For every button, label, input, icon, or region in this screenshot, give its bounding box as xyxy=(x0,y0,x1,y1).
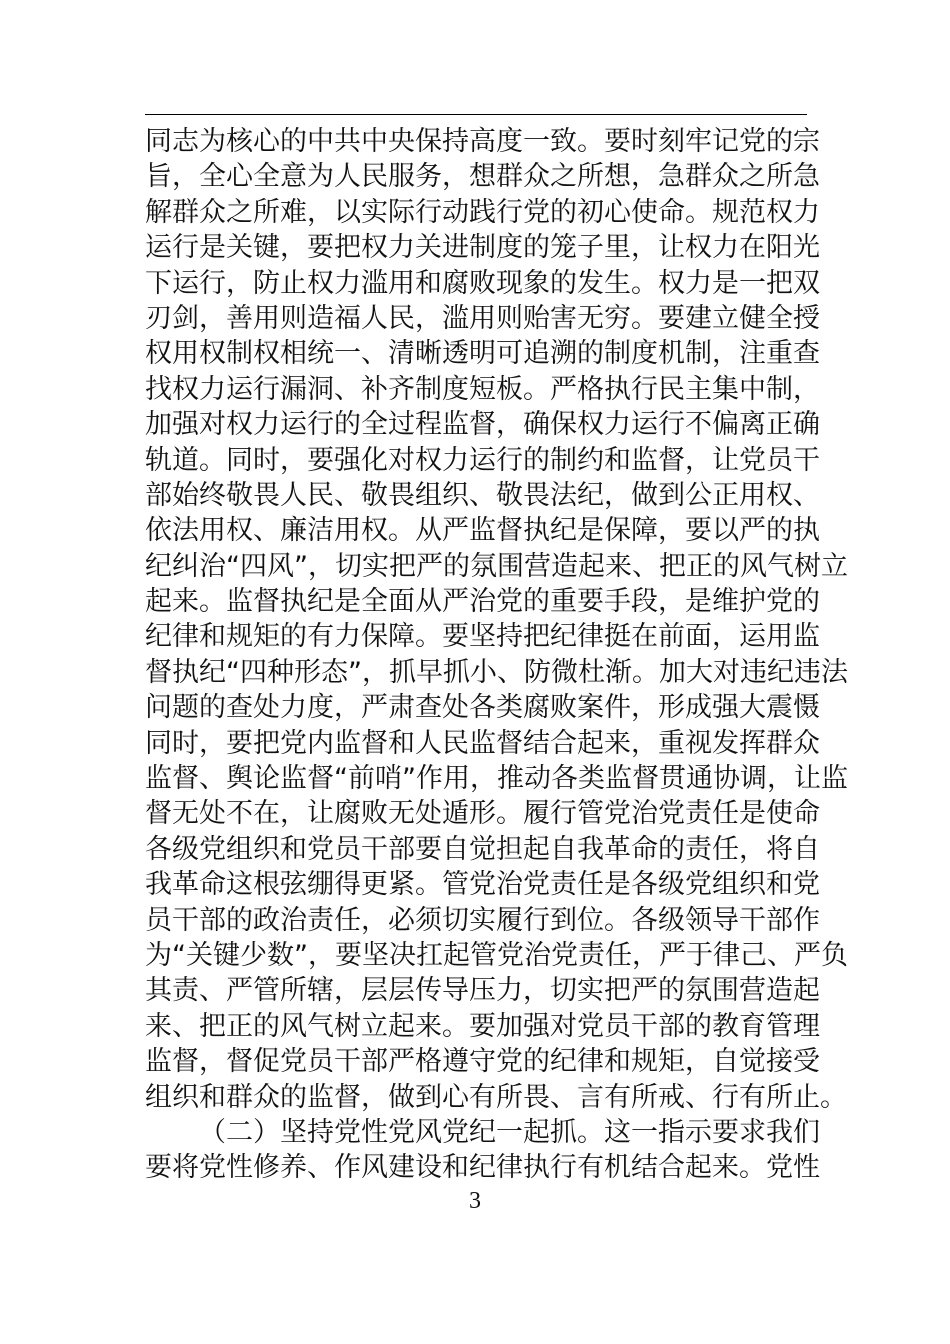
paragraph-2 xyxy=(145,1115,820,1186)
text-line: 轨道。同时，要强化对权力运行的制约和监督，让党员干 xyxy=(145,444,820,476)
text-line: 刃剑，善用则造福人民，滥用则贻害无穷。要建立健全授 xyxy=(145,302,820,334)
text-line: 问题的查处力度，严肃查处各类腐败案件，形成强大震慑 xyxy=(145,692,820,724)
text-line: 各级党组织和党员干部要自觉担起自我革命的责任，将自 xyxy=(145,833,820,865)
text-line: 下运行，防止权力滥用和腐败现象的发生。权力是一把双 xyxy=(145,267,820,299)
text-line: 其责、严管所辖，层层传导压力，切实把严的氛围营造起 xyxy=(145,975,820,1007)
text-line: 部始终敬畏人民、敬畏组织、敬畏法纪，做到公正用权、 xyxy=(145,479,820,511)
text-line: 来、把正的风气树立起来。要加强对党员干部的教育管理 xyxy=(145,1010,820,1042)
text-line: 解群众之所难，以实际行动践行党的初心使命。规范权力 xyxy=(145,196,820,228)
section-heading-line: （二）坚持党性党风党纪一起抓。这一指示要求我们 xyxy=(199,1116,820,1148)
text-line: 为“关键少数”，要坚决扛起管党治党责任，严于律己、严负 xyxy=(145,939,848,971)
paragraph-1 xyxy=(145,124,848,1115)
text-line: 监督、舆论监督“前哨”作用，推动各类监督贯通协调，让监 xyxy=(145,763,848,795)
text-line: 起来。监督执纪是全面从严治党的重要手段，是维护党的 xyxy=(145,586,820,618)
text-line: 旨，全心全意为人民服务，想群众之所想，急群众之所急 xyxy=(145,161,820,193)
text-line: 纪纠治“四风”，切实把严的氛围营造起来、把正的风气树立 xyxy=(145,550,848,582)
text-line: 加强对权力运行的全过程监督，确保权力运行不偏离正确 xyxy=(145,409,820,441)
text-line: 监督，督促党员干部严格遵守党的纪律和规矩，自觉接受 xyxy=(145,1046,820,1078)
text-line: 运行是关键，要把权力关进制度的笼子里，让权力在阳光 xyxy=(145,232,820,264)
text-line: 权用权制权相统一、清晰透明可追溯的制度机制，注重查 xyxy=(145,338,820,370)
page-number: 3 xyxy=(469,1188,481,1214)
text-line: 找权力运行漏洞、补齐制度短板。严格执行民主集中制， xyxy=(145,373,820,405)
text-line: 督执纪“四种形态”，抓早抓小、防微杜渐。加大对违纪违法 xyxy=(145,656,848,688)
body-text xyxy=(145,124,848,1186)
header-rule xyxy=(145,114,807,115)
text-line: 同志为核心的中共中央保持高度一致。要时刻牢记党的宗 xyxy=(145,126,820,157)
text-line: 督无处不在，让腐败无处遁形。履行管党治党责任是使命 xyxy=(145,798,820,830)
text-line: 纪律和规矩的有力保障。要坚持把纪律挺在前面，运用监 xyxy=(145,621,820,653)
text-line: 同时，要把党内监督和人民监督结合起来，重视发挥群众 xyxy=(145,727,820,759)
text-line: 依法用权、廉洁用权。从严监督执纪是保障，要以严的执 xyxy=(145,515,820,547)
text-line: 组织和群众的监督，做到心有所畏、言有所戒、行有所止。 xyxy=(145,1081,847,1113)
text-line: 我革命这根弦绷得更紧。管党治党责任是各级党组织和党 xyxy=(145,869,820,901)
text-line: 员干部的政治责任，必须切实履行到位。各级领导干部作 xyxy=(145,904,820,936)
text-line: 要将党性修养、作风建设和纪律执行有机结合起来。党性 xyxy=(145,1152,820,1184)
